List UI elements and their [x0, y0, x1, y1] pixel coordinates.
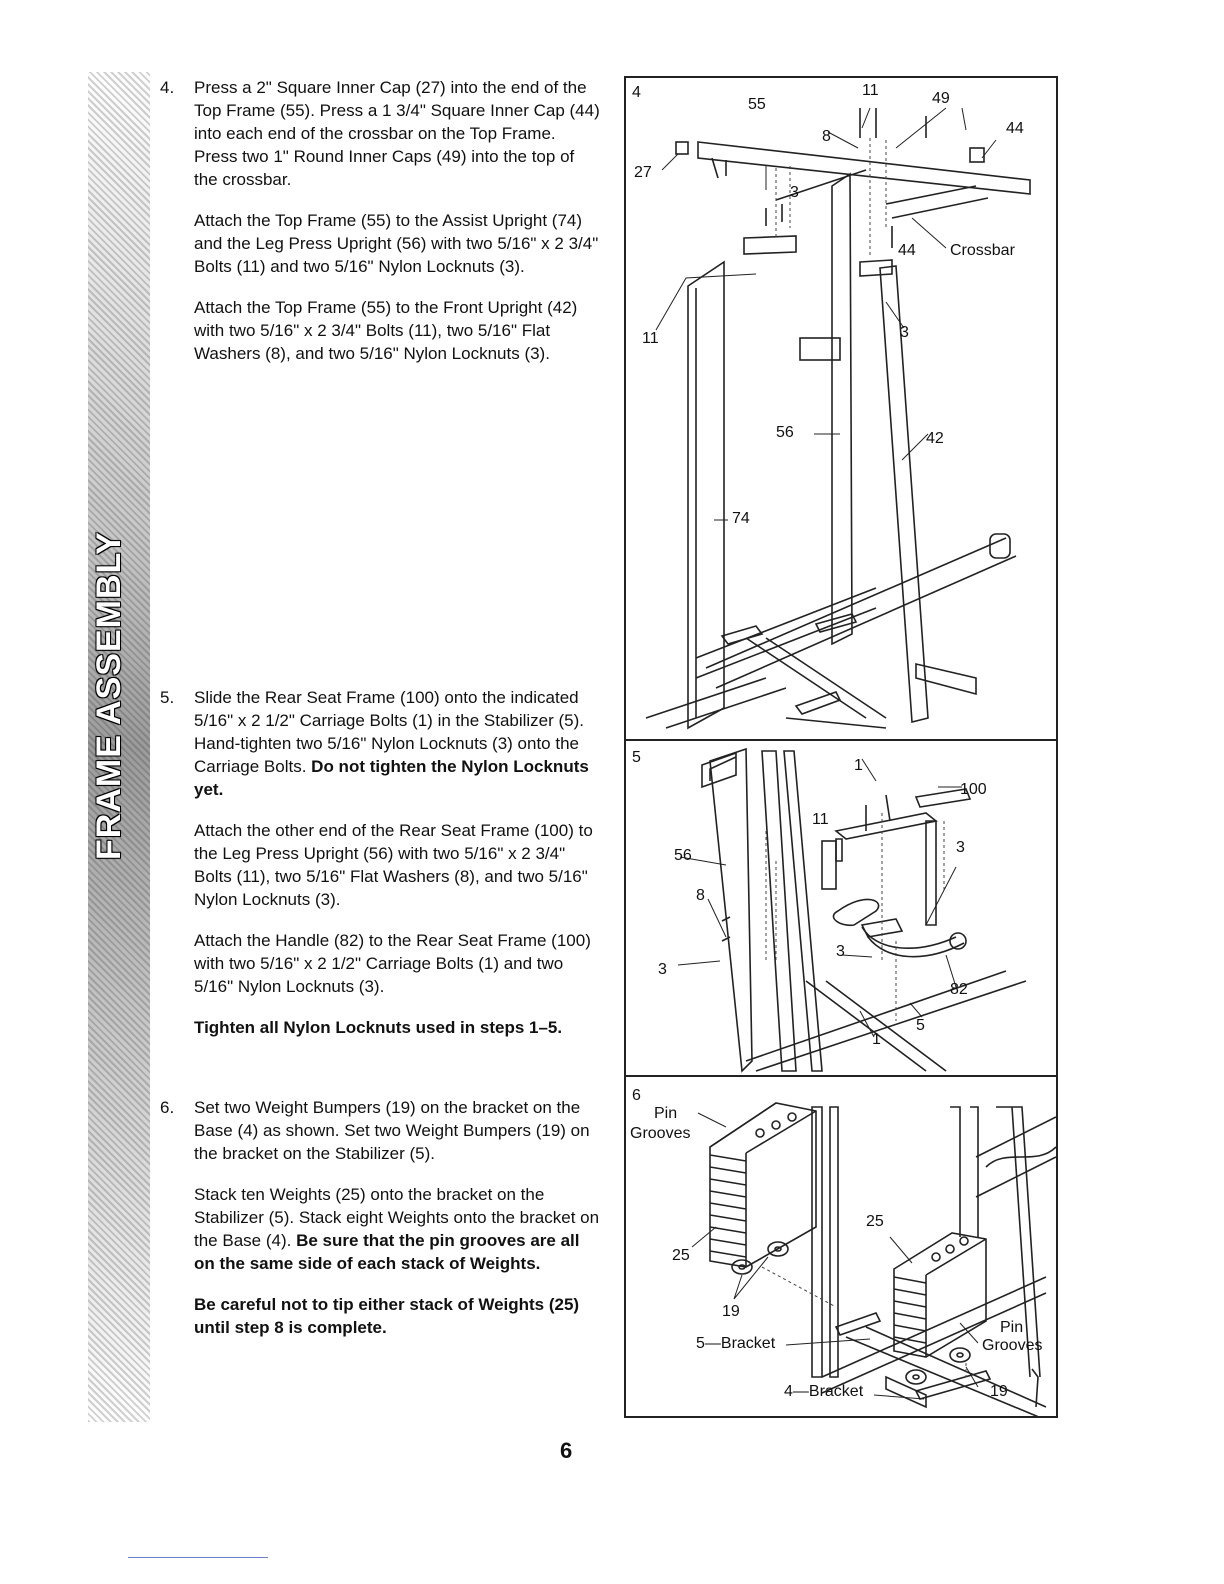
figure-4-label: 55: [748, 96, 766, 113]
figure-5-label: 8: [696, 887, 705, 904]
figure-4-label: 42: [926, 430, 944, 447]
footer-divider: [128, 1557, 268, 1558]
figure-5-label: 82: [950, 981, 968, 998]
figure-6-label: 19: [722, 1303, 740, 1320]
figure-4-label: 3: [900, 324, 909, 341]
figure-5-label: 11: [812, 811, 829, 828]
step-5-p1-text: Slide the Rear Seat Frame (100) onto the indicated 5/16" x 2 1/2" Carriage Bolts (1) in the Stabilizer (5). Hand-tighten two 5/16" Nylon Locknuts (3) onto the Carriage Bolts.: [194, 688, 585, 776]
step-6-p2-text: Stack ten Weights (25) onto the bracket on the Stabilizer (5). Stack eight Weights onto the bracket on the Base (4).: [194, 1185, 600, 1250]
figure-6-label: Pin: [1000, 1319, 1024, 1336]
figure-5-label: 5: [916, 1017, 925, 1034]
step-4-paragraph-1: Press a 2" Square Inner Cap (27) into the end of the Top Frame (55). Press a 1 3/4" Square Inner Cap (44) into each end of the crossbar on the Top Frame. Press two 1" Round Inner Caps (49) into the top of the crossbar.: [194, 78, 600, 189]
figure-5-drawing: [626, 741, 1058, 1077]
figure-4-label: 74: [732, 510, 750, 527]
step-6-p2-warning: Be sure that the pin grooves are all on the same side of each stack of Weights.: [194, 1231, 580, 1273]
figure-4-label: Crossbar: [950, 242, 1015, 259]
figure-4-label: 3: [790, 184, 799, 201]
figure-5-label: 3: [658, 961, 667, 978]
figure-step-6: [624, 1075, 1058, 1418]
figure-4-label: 11: [642, 330, 659, 347]
figure-6-drawing: [626, 1077, 1058, 1418]
figure-5-label: 1: [872, 1031, 881, 1048]
step-4: [160, 76, 600, 383]
figure-step-4: [624, 76, 1058, 741]
step-4-paragraph-2: Attach the Top Frame (55) to the Assist Upright (74) and the Leg Press Upright (56) with two 5/16" x 2 3/4" Bolts (11) and two 5/16" Nylon Locknuts (3).: [194, 211, 599, 276]
figure-5-label: 3: [836, 943, 845, 960]
figure-5-label: 3: [956, 839, 965, 856]
figure-4-label: 49: [932, 90, 950, 107]
figure-4-label: 11: [862, 82, 879, 99]
figure-6-label: 25: [672, 1247, 690, 1264]
step-5-p1-warning: Do not tighten the Nylon Locknuts yet.: [194, 757, 589, 799]
page-number: 6: [560, 1438, 573, 1463]
step-5-paragraph-3: Attach the Handle (82) to the Rear Seat Frame (100) with two 5/16" x 2 1/2" Carriage Bolts (1) and two 5/16" Nylon Locknuts (3).: [194, 931, 591, 996]
step-6-paragraph-2: [194, 1183, 600, 1275]
step-6-paragraph-3: Be careful not to tip either stack of Weights (25) until step 8 is complete.: [194, 1295, 580, 1337]
step-5-paragraph-4: Tighten all Nylon Locknuts used in steps 1–5.: [194, 1018, 563, 1037]
figure-4-label: 8: [822, 128, 831, 145]
sidebar-label: FRAME ASSEMBLY: [90, 531, 128, 860]
figure-6-label: 19: [990, 1383, 1008, 1400]
figure-4-label: 56: [776, 424, 794, 441]
figure-6-step-number: 6: [632, 1087, 641, 1104]
step-6: [160, 1096, 600, 1357]
step-5-paragraph-2: Attach the other end of the Rear Seat Frame (100) to the Leg Press Upright (56) with two 5/16" x 2 3/4" Bolts (11), two 5/16" Flat Washers (8), and two 5/16" Nylon Locknuts (3).: [194, 821, 593, 909]
figure-5-label: 100: [960, 781, 987, 798]
figure-4-label: 44: [898, 242, 916, 259]
figure-6-label: Grooves: [630, 1125, 691, 1142]
figure-4-step-number: 4: [632, 84, 641, 101]
figure-6-label: 5—Bracket: [696, 1335, 776, 1352]
figure-5-label: 56: [674, 847, 692, 864]
figure-4-label: 44: [1006, 120, 1024, 137]
step-4-paragraph-3: Attach the Top Frame (55) to the Front Upright (42) with two 5/16" x 2 3/4" Bolts (11), two 5/16" Flat Washers (8), and two 5/16" Nylon Locknuts (3).: [194, 298, 578, 363]
figure-6-label: 25: [866, 1213, 884, 1230]
figure-6-label: Pin: [654, 1105, 678, 1122]
step-5: [160, 686, 600, 1057]
figure-5-step-number: 5: [632, 749, 641, 766]
figure-4-drawing: [626, 78, 1058, 741]
step-number: 5.: [160, 688, 175, 707]
figure-6-label: Grooves: [982, 1337, 1043, 1354]
step-6-paragraph-1: Set two Weight Bumpers (19) on the bracket on the Base (4) as shown. Set two Weight Bumpers (19) on the bracket on the Stabilizer (5).: [194, 1098, 590, 1163]
figure-6-label: 4—Bracket: [784, 1383, 864, 1400]
figure-step-5: [624, 739, 1058, 1077]
step-5-paragraph-1: [194, 686, 600, 801]
step-number: 4.: [160, 78, 175, 97]
figure-4-label: 27: [634, 164, 652, 181]
figure-5-label: 1: [854, 757, 863, 774]
step-number: 6.: [160, 1098, 175, 1117]
